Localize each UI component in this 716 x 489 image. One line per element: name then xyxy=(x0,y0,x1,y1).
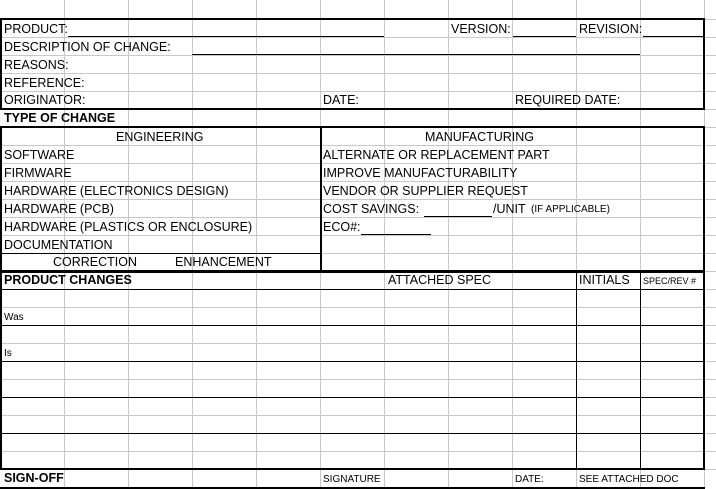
initials-column-divider xyxy=(576,271,577,470)
cost-savings-field[interactable] xyxy=(424,216,492,217)
signoff-title: SIGN-OFF xyxy=(4,471,64,485)
cost-savings-label: COST SAVINGS: xyxy=(323,202,420,216)
engineering-option-hw-pcb[interactable]: HARDWARE (PCB) xyxy=(4,202,114,216)
engineering-options-rule xyxy=(0,253,320,254)
was-label: Was xyxy=(4,312,24,323)
signoff-date-label: DATE: xyxy=(515,474,544,485)
is-label: Is xyxy=(4,348,12,359)
engineering-heading: ENGINEERING xyxy=(116,130,204,144)
if-applicable-note: (IF APPLICABLE) xyxy=(531,204,610,215)
product-label: PRODUCT: xyxy=(4,22,68,36)
spec-rev-column-divider xyxy=(640,271,641,470)
correction-option[interactable]: CORRECTION xyxy=(53,255,138,269)
manufacturing-option-alternate-part[interactable]: ALTERNATE OR REPLACEMENT PART xyxy=(323,148,550,162)
reasons-label: REASONS: xyxy=(4,58,69,72)
is-row[interactable] xyxy=(2,326,576,360)
reference-label: REFERENCE: xyxy=(4,76,85,90)
required-date-label: REQUIRED DATE: xyxy=(515,93,621,107)
signature-label: SIGNATURE xyxy=(323,474,381,485)
type-of-change-divider xyxy=(320,126,322,272)
product-changes-title: PRODUCT CHANGES xyxy=(4,273,132,287)
changes-row-rule-2 xyxy=(0,361,705,362)
engineering-option-documentation[interactable]: DOCUMENTATION xyxy=(4,238,113,252)
originator-label: ORIGINATOR: xyxy=(4,93,86,107)
description-field[interactable] xyxy=(192,54,640,55)
version-label: VERSION: xyxy=(451,22,511,36)
engineering-option-software[interactable]: SOFTWARE xyxy=(4,148,75,162)
manufacturing-option-vendor-request[interactable]: VENDOR OR SUPPLIER REQUEST xyxy=(323,184,528,198)
was-row[interactable] xyxy=(2,290,576,324)
manufacturing-option-manufacturability[interactable]: IMPROVE MANUFACTURABILITY xyxy=(323,166,518,180)
product-field[interactable] xyxy=(68,36,384,37)
engineering-option-firmware[interactable]: FIRMWARE xyxy=(4,166,72,180)
per-unit-label: /UNIT xyxy=(493,202,526,216)
engineering-option-hw-plastics[interactable]: HARDWARE (PLASTICS OR ENCLOSURE) xyxy=(4,220,253,234)
spec-rev-header: SPEC/REV # xyxy=(643,276,697,286)
eco-field[interactable] xyxy=(361,234,431,235)
type-of-change-title: TYPE OF CHANGE xyxy=(4,111,116,125)
revision-field[interactable] xyxy=(643,36,704,37)
changes-row-rule-4 xyxy=(0,433,705,434)
initials-header: INITIALS xyxy=(579,273,630,287)
see-attached-doc-label: SEE ATTACHED DOC xyxy=(579,474,679,485)
version-field[interactable] xyxy=(513,36,576,37)
description-label: DESCRIPTION OF CHANGE: xyxy=(4,40,171,54)
manufacturing-heading: MANUFACTURING xyxy=(425,130,535,144)
attached-spec-header: ATTACHED SPEC xyxy=(388,273,492,287)
enhancement-option[interactable]: ENHANCEMENT xyxy=(175,255,272,269)
changes-row-rule-3 xyxy=(0,397,705,398)
date-label: DATE: xyxy=(323,93,359,107)
engineering-option-hw-electronics[interactable]: HARDWARE (ELECTRONICS DESIGN) xyxy=(4,184,229,198)
eco-label: ECO#: xyxy=(323,220,361,234)
revision-label: REVISION: xyxy=(579,22,643,36)
